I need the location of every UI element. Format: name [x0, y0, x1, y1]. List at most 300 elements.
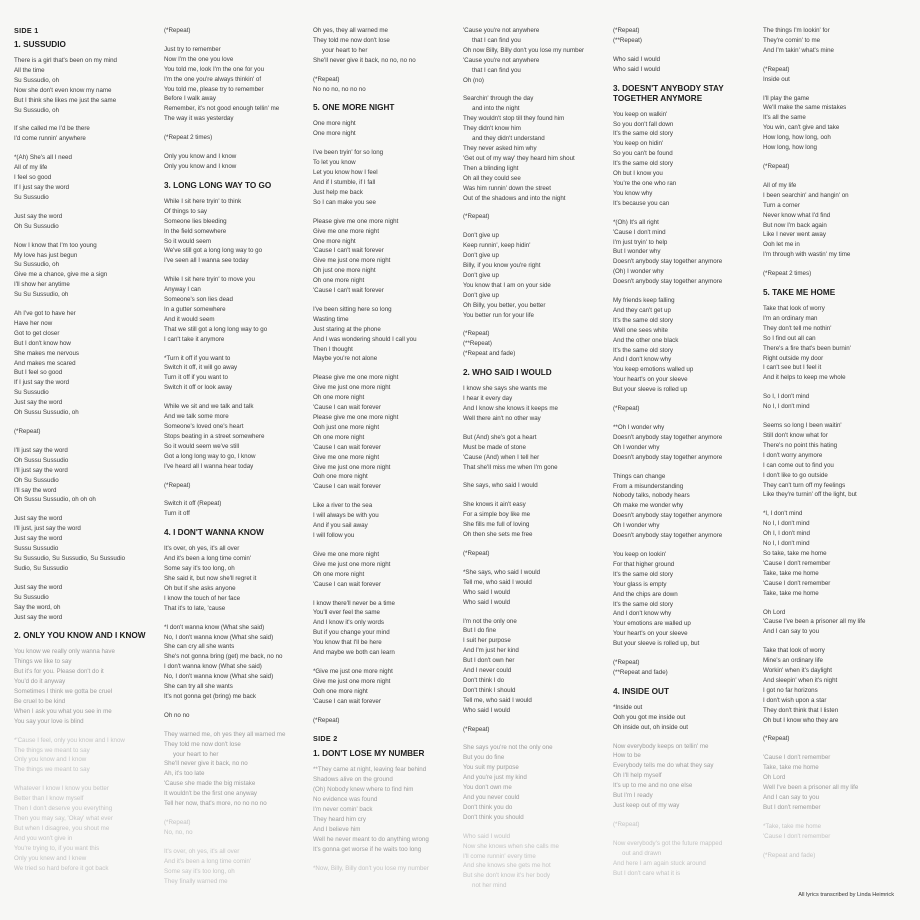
lyric-stanza: [763, 162, 909, 172]
lyric-line: In a gutter somewhere: [164, 305, 226, 313]
lyric-line: **Oh I wonder why: [613, 424, 665, 431]
lyric-stanza: [164, 45, 309, 124]
lyric-line: I will follow you: [313, 531, 355, 539]
lyric-line: No I, I don't mind: [763, 520, 810, 528]
lyric-line: Now I know that I'm too young: [14, 241, 97, 249]
lyric-line: I don't worry anymore: [763, 451, 823, 459]
lyric-line: I'll just say the word: [14, 466, 68, 474]
lyric-stanza: [763, 822, 909, 842]
lyric-stanza: [313, 599, 459, 658]
lyric-line: And if you sail away: [313, 522, 368, 530]
lyric-stanza: [463, 94, 609, 203]
song-title: 2. WHO SAID I WOULD: [463, 368, 552, 378]
lyric-line: And sleepin' when it's night: [763, 676, 838, 684]
lyric-stanza: [164, 818, 309, 838]
lyric-line: She can try all she wants: [164, 683, 233, 691]
lyric-line: Searchin' through the day: [463, 95, 534, 103]
lyric-line: *She says, who said I would: [463, 568, 541, 576]
lyric-line: One more night: [313, 120, 356, 128]
lyric-line: I'll just say the word: [14, 446, 68, 454]
lyric-line: Better than I know myself: [14, 795, 84, 803]
lyric-line: You told me, please try to remember: [164, 85, 264, 93]
lyric-line: Take that look of worry: [763, 647, 825, 655]
lyric-line: Keep runnin', keep hidin': [463, 242, 531, 250]
lyric-line: But I do fine: [463, 627, 497, 635]
lyric-line: *(Ah) She's all I need: [14, 154, 72, 162]
lyric-line: (*Repeat and fade): [463, 350, 516, 358]
lyric-line: They're comin' to me: [763, 36, 821, 44]
lyric-line: Then I thought: [313, 345, 353, 353]
lyric-line: Su Sussudio: [14, 593, 49, 601]
lyric-line: Doesn't anybody stay together anymore: [613, 453, 723, 461]
lyric-stanza: [313, 765, 459, 854]
lyric-line: To let you know: [313, 159, 356, 167]
lyric-line: But now I'm back again: [763, 221, 827, 229]
lyrics-column-6: [763, 26, 913, 920]
lyric-stanza: [14, 736, 160, 776]
lyric-line: I'm through with wastin' my time: [763, 251, 851, 259]
lyric-line: So you don't fall down: [613, 120, 674, 128]
lyric-line: Ooh you got me inside out: [613, 713, 686, 721]
lyric-line: Oh one more night: [313, 433, 365, 441]
lyric-stanza: [164, 730, 309, 809]
lyric-line: Some say it's too long, oh: [164, 565, 235, 573]
lyric-line: And I'm just her kind: [463, 647, 519, 655]
lyric-line: Oh make me wonder why: [613, 502, 684, 510]
lyric-line: They didn't know him: [463, 125, 521, 133]
lyric-line: Don't think you do: [463, 803, 513, 811]
lyric-line: Oh one more night: [313, 394, 365, 402]
lyric-line: 'Cause (And) when I tell her: [463, 453, 540, 461]
lyric-line: You know that I'll be here: [313, 639, 382, 647]
lyric-line: I'm never comin' back: [313, 806, 373, 814]
lyric-line: Don't think I do: [463, 676, 505, 684]
lyric-line: 'Cause I don't remember: [763, 832, 831, 840]
lyric-line: *'Cause I feel, only you know and I know: [14, 736, 125, 744]
lyric-stanza: [14, 583, 160, 623]
lyric-line: I'll say the word: [14, 486, 57, 494]
lyric-line: And I believe him: [313, 825, 361, 833]
lyric-line: Ooh one more night: [313, 473, 368, 481]
lyric-line: And I'm takin' what's mine: [763, 46, 834, 54]
lyric-line: Who said I would: [463, 588, 511, 596]
lyric-line: And it would seem: [164, 315, 215, 323]
song-title: 3. DOESN'T ANYBODY STAY TOGETHER ANYMORE: [613, 83, 724, 103]
lyric-line: Just say the word: [14, 535, 63, 543]
lyric-line: You're the one who ran: [613, 179, 677, 187]
lyric-line: your heart to her: [322, 46, 368, 54]
lyric-line: When I ask you what you see in me: [14, 707, 112, 715]
lyric-stanza: [313, 716, 459, 726]
lyric-line: Someone lies bleeding: [164, 217, 227, 225]
lyric-line: It's the same old story: [613, 316, 673, 324]
lyric-line: Just say the word: [14, 613, 63, 621]
lyric-line: Oh Lord: [763, 774, 786, 782]
song-title: 1. SUSSUDIO: [14, 40, 66, 49]
lyric-line: They told me now don't lose: [313, 36, 390, 44]
lyric-line: Your emotions are walled up: [613, 620, 691, 628]
lyric-line: Take, take me home: [763, 569, 819, 577]
lyric-line: Oh one more night: [313, 570, 365, 578]
lyric-line: Su Sussudio: [14, 193, 49, 201]
lyric-stanza: [613, 472, 759, 541]
lyric-stanza: [763, 392, 909, 412]
song-title: 5. ONE MORE NIGHT: [313, 103, 395, 113]
lyric-line: Still don't know what for: [763, 432, 828, 439]
lyric-line: It's the same old story: [613, 160, 673, 168]
lyric-line: It's the same old story: [613, 346, 673, 354]
lyric-line: 'Cause I can wait forever: [313, 697, 381, 705]
lyric-line: Billy, if you know you're right: [463, 262, 541, 270]
lyric-line: She'll never give it back, no no: [164, 760, 248, 768]
lyrics-column-3: [313, 26, 463, 920]
lyric-line: So it would seem: [164, 237, 212, 245]
lyric-line: And you're just my kind: [463, 774, 527, 782]
lyric-line: Things we like to say: [14, 658, 72, 666]
song-title: 4. INSIDE OUT: [613, 686, 669, 696]
lyric-line: For that higher ground: [613, 560, 675, 568]
lyric-stanza: [613, 218, 759, 287]
lyric-stanza: [164, 499, 309, 519]
lyric-line: They heard him cry: [313, 816, 366, 823]
lyric-line: I'm not the only one: [463, 617, 517, 625]
lyric-line: It's the same old story: [613, 130, 673, 138]
lyric-line: Who said I would: [613, 65, 661, 73]
lyric-line: Oh Su Sussudio: [14, 222, 59, 230]
lyrics-column-5: [613, 26, 763, 920]
lyric-line: Give me just one more night: [313, 257, 391, 265]
lyric-line: 'Cause I don't remember: [763, 579, 831, 587]
lyric-line: Oh but I know who they are: [763, 716, 839, 724]
lyric-line: 'Cause I can't wait forever: [313, 287, 384, 295]
lyric-line: I'll come runnin' every time: [463, 852, 536, 860]
lyric-stanza: [14, 153, 160, 203]
lyric-line: I know there'll never be a time: [313, 599, 396, 607]
lyric-line: They don't think that I listen: [763, 706, 839, 714]
lyric-stanza: [164, 26, 309, 36]
lyric-line: Just say the word: [14, 212, 63, 220]
lyric-stanza: [763, 734, 909, 744]
lyric-line: I'll just, just say the word: [14, 525, 81, 533]
lyric-line: It's gonna get worse if he waits too long: [313, 845, 422, 853]
lyric-line: Oh but if she asks anyone: [164, 584, 236, 592]
lyric-line: Now she knows when she calls me: [463, 842, 559, 850]
lyric-stanza: [463, 617, 609, 716]
lyric-stanza: [463, 212, 609, 222]
lyric-stanza: [164, 402, 309, 471]
lyric-stanza: [313, 26, 459, 66]
lyric-line: The things we meant to say: [14, 746, 90, 754]
lyric-line: Oh inside out, oh inside out: [613, 723, 688, 731]
lyric-line: Now I'm the one you love: [164, 55, 234, 63]
lyric-stanza: [763, 304, 909, 383]
lyric-stanza: [613, 839, 759, 879]
lyric-line: They never asked him why: [463, 144, 537, 152]
lyric-stanza: [763, 26, 909, 56]
lyric-line: Well there ain't no other way: [463, 414, 541, 422]
lyric-stanza: [164, 481, 309, 491]
lyric-line: But I think she likes me just the same: [14, 96, 117, 104]
song-title: 4. I DON'T WANNA KNOW: [164, 528, 264, 538]
side-label: SIDE 2: [313, 734, 338, 744]
lyric-line: I'm just tryin' to help: [613, 238, 668, 246]
lyric-line: For a simple boy like me: [463, 511, 531, 519]
lyric-line: (*Repeat): [613, 27, 640, 34]
lyric-line: *Take, take me home: [763, 822, 822, 830]
lyric-line: Turn it off if you want to: [164, 374, 228, 382]
lyric-line: Switch it off (Repeat): [164, 500, 222, 508]
lyric-line: They told me now don't lose: [164, 740, 241, 748]
lyric-line: No, I don't wanna know (What she said): [164, 673, 274, 681]
lyric-line: Switch it off or look away: [164, 384, 232, 392]
lyric-stanza: [613, 742, 759, 811]
lyric-line: But I don't remember: [763, 803, 821, 811]
lyric-line: You know we really only wanna have: [14, 648, 115, 656]
lyric-line: One more night: [313, 130, 356, 138]
lyric-line: Tell me, who said I would: [463, 578, 532, 586]
lyric-line: And I was wondering should I call you: [313, 335, 417, 343]
lyric-line: Have her now: [14, 319, 53, 327]
lyric-line: (**Repeat): [463, 340, 492, 348]
lyric-line: Doesn't anybody stay together anymore: [613, 433, 723, 441]
lyric-line: You know why: [613, 189, 653, 197]
lyric-stanza: [14, 784, 160, 873]
lyric-line: Oh I wonder why: [613, 522, 660, 530]
lyric-line: Now she don't even know my name: [14, 86, 112, 94]
lyric-line: Please give me one more night: [313, 217, 399, 225]
lyric-line: (*Repeat): [763, 65, 790, 73]
lyric-line: Su Sussudio, oh: [14, 76, 60, 84]
lyric-stanza: [463, 433, 609, 473]
lyric-line: (*Repeat): [613, 820, 640, 828]
lyric-line: Only you know and I know: [14, 756, 87, 764]
lyric-line: Oh Sussu Sussudio, oh oh oh: [14, 496, 96, 504]
lyric-stanza: [164, 152, 309, 172]
lyric-line: *(Oh) It's all right: [613, 218, 659, 226]
lyric-stanza: [463, 329, 609, 359]
lyric-line: I can't take it anymore: [164, 335, 225, 343]
lyric-line: Shadows alive on the ground: [313, 776, 393, 784]
lyric-line: Oh just one more night: [313, 267, 376, 275]
lyric-line: You say your love is blind: [14, 717, 84, 725]
lyric-line: No no no, no no no: [313, 85, 366, 93]
lyric-line: (*Repeat 2 times): [763, 270, 812, 278]
lyric-line: But if you change your mind: [313, 629, 390, 637]
lyric-line: (Oh) Nobody knew where to find him: [313, 786, 414, 794]
lyric-line: How long, how long, ooh: [763, 134, 831, 142]
lyric-line: And you never could: [463, 794, 520, 801]
lyric-stanza: [613, 550, 759, 649]
lyric-line: The way it was yesterday: [164, 115, 234, 123]
lyric-line: Everybody tells me do what they say: [613, 762, 714, 770]
lyric-stanza: [613, 110, 759, 209]
lyric-line: No I, I don't mind: [763, 403, 810, 411]
lyric-stanza: [613, 703, 759, 733]
lyric-line: You know that I am on your side: [463, 281, 551, 289]
lyric-line: Doesn't anybody stay together anymore: [613, 278, 723, 286]
lyric-line: Tell her now, that's more, no no no no: [164, 800, 267, 808]
lyric-line: Your heart's on your sleeve: [613, 630, 688, 638]
lyric-line: In the field somewhere: [164, 227, 227, 235]
lyric-line: That it's to late, 'cause: [164, 604, 226, 612]
lyric-stanza: [463, 500, 609, 540]
lyric-line: Please give me one more night: [313, 374, 399, 382]
lyric-line: And we talk some more: [164, 413, 229, 421]
lyric-line: It wouldn't be the first one anyway: [164, 790, 258, 798]
lyric-line: I'll show her anytime: [14, 281, 70, 289]
lyric-line: Was him runnin' down the street: [463, 184, 551, 192]
lyric-line: Su Sussudio, oh: [14, 261, 60, 269]
lyric-line: Give me one more night: [313, 227, 380, 235]
lyric-line: 'Cause I can wait forever: [313, 443, 381, 451]
lyric-line: And it's been a long time comin': [164, 857, 251, 865]
lyric-stanza: [613, 296, 759, 395]
lyric-line: Only you know and I know: [164, 162, 237, 170]
lyric-line: Be cruel to be kind: [14, 697, 66, 705]
lyric-stanza: [463, 26, 609, 85]
lyric-line: You don't own me: [463, 784, 512, 792]
lyric-line: And it helps to keep me whole: [763, 374, 846, 382]
lyric-line: Oh then she sets me free: [463, 531, 533, 539]
lyric-stanza: [14, 56, 160, 115]
lyric-line: Just try to remember: [164, 45, 221, 53]
lyric-line: and into the night: [472, 105, 520, 113]
lyric-line: Just say the word: [14, 399, 63, 407]
lyric-line: Right outside my door: [763, 354, 824, 362]
lyric-line: You're trying to, if you want this: [14, 844, 100, 852]
lyric-line: Just say the word: [14, 515, 63, 523]
lyric-line: I've been sitting here so long: [313, 305, 392, 313]
lyric-stanza: [613, 423, 759, 463]
lyric-line: It's because you can: [613, 199, 670, 207]
lyric-line: No, I don't wanna know (What she said): [164, 633, 274, 641]
lyric-line: She'll never give it back, no no, no no: [313, 56, 416, 64]
lyric-line: Switch it off, it will go away: [164, 364, 238, 372]
lyric-line: Of things to say: [164, 207, 207, 215]
lyric-stanza: [14, 647, 160, 726]
lyric-line: Things can change: [613, 472, 666, 480]
lyric-line: Workin' when it's daylight: [763, 667, 832, 675]
lyric-line: So I, I don't mind: [763, 393, 810, 401]
lyric-stanza: [463, 481, 609, 491]
lyric-stanza: [313, 305, 459, 364]
lyric-line: But when I disagree, you shout me: [14, 824, 110, 832]
lyric-line: Wasting time: [313, 315, 349, 323]
lyric-stanza: [613, 658, 759, 678]
lyrics-column-4: [463, 26, 613, 920]
lyric-line: Who said I would: [463, 706, 511, 714]
lyric-stanza: [463, 832, 609, 891]
lyric-line: We've still got a long long way to go: [164, 247, 263, 255]
lyric-line: Your heart's on your sleeve: [613, 376, 688, 384]
lyric-line: Sussu Sussudio: [14, 545, 59, 553]
lyric-line: Oh Lord: [763, 608, 786, 616]
lyric-line: I can come out to find you: [763, 461, 834, 469]
lyric-line: It's up to me and no one else: [613, 782, 693, 790]
lyric-stanza: [763, 65, 909, 85]
lyric-line: But I wonder why: [613, 248, 661, 256]
lyric-line: You better run for your life: [463, 311, 534, 319]
lyric-line: There is a girl that's been on my mind: [14, 57, 117, 64]
lyric-line: She fills me full of loving: [463, 521, 530, 529]
lyric-line: and they didn't understand: [472, 135, 545, 143]
lyric-line: Oh I, I don't mind: [763, 530, 810, 538]
lyric-stanza: [463, 384, 609, 424]
lyric-stanza: [763, 753, 909, 812]
lyric-stanza: [164, 197, 309, 266]
lyric-stanza: [313, 217, 459, 296]
lyric-stanza: [763, 94, 909, 153]
lyric-line: Oh Su Sussudio: [14, 476, 59, 484]
lyric-line: We'll make the same mistakes: [763, 104, 847, 112]
lyric-stanza: [313, 75, 459, 95]
lyric-line: Well he never meant to do anything wrong: [313, 835, 429, 843]
lyric-line: There's no point this hating: [763, 441, 838, 449]
lyric-line: Su Sussudio: [14, 389, 49, 397]
lyric-stanza: [613, 404, 759, 414]
lyric-stanza: [164, 544, 309, 613]
lyric-line: Take that look of worry: [763, 305, 825, 313]
lyric-line: Oh but I know you: [613, 170, 663, 178]
lyric-line: Doesn't anybody stay together anymore: [613, 532, 723, 540]
lyric-line: (*Repeat): [613, 659, 640, 667]
lyric-line: No, no, no: [164, 828, 193, 836]
lyric-stanza: [463, 568, 609, 608]
lyric-line: Oh yes, they all warned me: [313, 27, 388, 34]
lyric-line: Ooh let me in: [763, 241, 800, 249]
lyric-line: that I can find you: [472, 66, 521, 74]
lyric-line: They warned me, oh yes they all warned me: [164, 730, 286, 738]
lyric-stanza: [463, 725, 609, 735]
lyric-line: Then you may say, 'Okay' what ever: [14, 815, 113, 822]
lyric-line: Some say it's too long, oh: [164, 867, 235, 875]
lyric-line: (*Repeat): [763, 735, 790, 743]
lyric-line: Just say the word: [14, 583, 63, 591]
lyric-line: And you won't give in: [14, 834, 73, 842]
lyric-line: You keep emotions walled up: [613, 366, 694, 374]
lyric-line: (*Repeat): [164, 481, 191, 489]
lyric-line: Anyway I can: [164, 286, 201, 294]
lyric-line: I'm the one you're always thinkin' of: [164, 75, 262, 83]
lyric-stanza: [613, 820, 759, 830]
lyric-line: I've heard all I wanna hear today: [164, 462, 254, 470]
lyric-line: Then I don't deserve you everything: [14, 805, 113, 813]
lyric-line: (*Repeat): [463, 725, 490, 733]
lyric-line: I don't wish upon a star: [763, 696, 827, 704]
lyric-line: Turn a corner: [763, 201, 800, 209]
lyric-line: I don't wanna know (What she said): [164, 663, 262, 671]
lyric-stanza: [313, 119, 459, 139]
lyric-line: (*Repeat): [313, 716, 340, 724]
lyric-stanza: [313, 373, 459, 492]
lyric-line: Now everybody keeps on tellin' me: [613, 742, 709, 750]
lyric-line: (*Repeat): [14, 428, 41, 435]
lyric-line: If I just say the word: [14, 183, 70, 191]
lyric-line: Mine's an ordinary life: [763, 657, 823, 665]
lyric-stanza: [763, 608, 909, 638]
lyric-line: Su Su Sussudio, oh: [14, 291, 69, 299]
lyric-line: Like a river to the sea: [313, 502, 373, 510]
lyric-line: 'Cause I can't wait forever: [313, 247, 384, 255]
lyric-line: If she called me I'd be there: [14, 125, 90, 133]
lyric-line: Only you know and I know: [164, 153, 237, 161]
lyric-line: And I can say to you: [763, 794, 820, 801]
lyric-line: She said it, but now she'll regret it: [164, 574, 257, 582]
lyric-line: I been searchin' and hangin' on: [763, 191, 849, 199]
lyric-line: Remember, it's not good enough tellin' me: [164, 105, 280, 113]
lyric-line: It's over, oh yes, it's all over: [164, 847, 240, 855]
lyric-stanza: [763, 421, 909, 500]
